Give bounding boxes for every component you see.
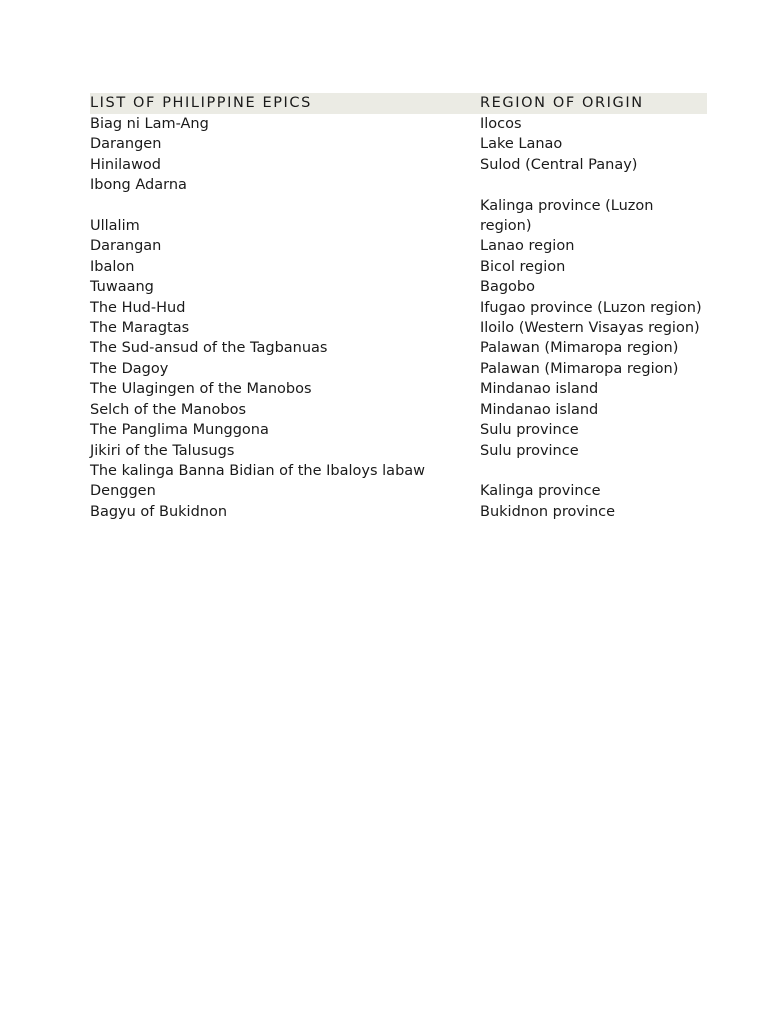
region-cell: Bicol region (480, 258, 566, 275)
region-cell: Palawan (Mimaropa region) (480, 340, 679, 357)
region-cell: Ilocos (480, 116, 522, 132)
spreadsheet-sheet (90, 93, 707, 522)
header-epic: LIST OF PHILIPPINE EPICS (90, 95, 312, 111)
epic-cell: The Panglima Munggona (90, 422, 269, 439)
table-row (90, 461, 707, 481)
table-row (90, 359, 707, 379)
epic-cell: Darangen (90, 136, 162, 153)
region-cell: Palawan (Mimaropa region) (480, 360, 679, 377)
table-row (90, 298, 707, 318)
table-body (90, 114, 707, 522)
region-cell: Lanao region (480, 238, 575, 255)
epic-cell: The Sud-ansud of the Tagbanuas (90, 340, 328, 357)
epic-cell: Biag ni Lam-Ang (90, 116, 209, 132)
table-row (90, 257, 707, 277)
region-cell: Mindanao island (480, 401, 599, 418)
table-row (90, 277, 707, 297)
table-row (90, 420, 707, 440)
table-row (90, 134, 707, 154)
region-cell: Mindanao island (480, 381, 599, 398)
epic-cell: The kalinga Banna Bidian of the Ibaloys labaw (90, 462, 426, 479)
epic-cell: The Hud-Hud (90, 299, 186, 316)
region-cell: Ifugao province (Luzon region) (480, 299, 702, 316)
epic-cell: Ibalon (90, 258, 135, 275)
epic-cell: Hinilawod (90, 156, 161, 173)
region-cell: Bagobo (480, 279, 535, 296)
epic-cell: The Ulagingen of the Manobos (90, 381, 312, 398)
region-cell: Kalinga province (Luzon region) (480, 197, 654, 235)
epic-cell: Tuwaang (90, 279, 154, 296)
region-cell (480, 175, 707, 195)
region-cell (480, 461, 707, 481)
region-cell: Bukidnon province (480, 503, 616, 520)
table-row (90, 502, 707, 522)
table-row (90, 379, 707, 399)
region-cell: Iloilo (Western Visayas region) (480, 320, 700, 337)
table-row (90, 400, 707, 420)
table-row (90, 175, 707, 195)
region-cell: Sulod (Central Panay) (480, 156, 638, 173)
header-region: REGION OF ORIGIN (480, 95, 644, 111)
region-cell: Sulu province (480, 422, 579, 439)
epic-cell: Ullalim (90, 218, 140, 235)
table-row (90, 441, 707, 461)
region-cell: Lake Lanao (480, 136, 563, 153)
table-row (90, 155, 707, 175)
table-row (90, 338, 707, 358)
epic-cell: Selch of the Manobos (90, 401, 247, 418)
epics-table (90, 93, 707, 522)
epic-cell: The Maragtas (90, 320, 190, 337)
epic-cell: Darangan (90, 238, 162, 255)
epic-cell: Ibong Adarna (90, 177, 187, 194)
header-row (90, 93, 707, 114)
table-row (90, 481, 707, 501)
table-row (90, 236, 707, 256)
epic-cell: Bagyu of Bukidnon (90, 503, 228, 520)
epic-cell: Jikiri of the Talusugs (90, 442, 235, 459)
epic-cell: The Dagoy (90, 360, 169, 377)
region-cell: Sulu province (480, 442, 579, 459)
table-row (90, 318, 707, 338)
region-cell: Kalinga province (480, 483, 601, 500)
epic-cell: Denggen (90, 483, 156, 500)
table-row (90, 114, 707, 134)
table-row (90, 196, 707, 237)
